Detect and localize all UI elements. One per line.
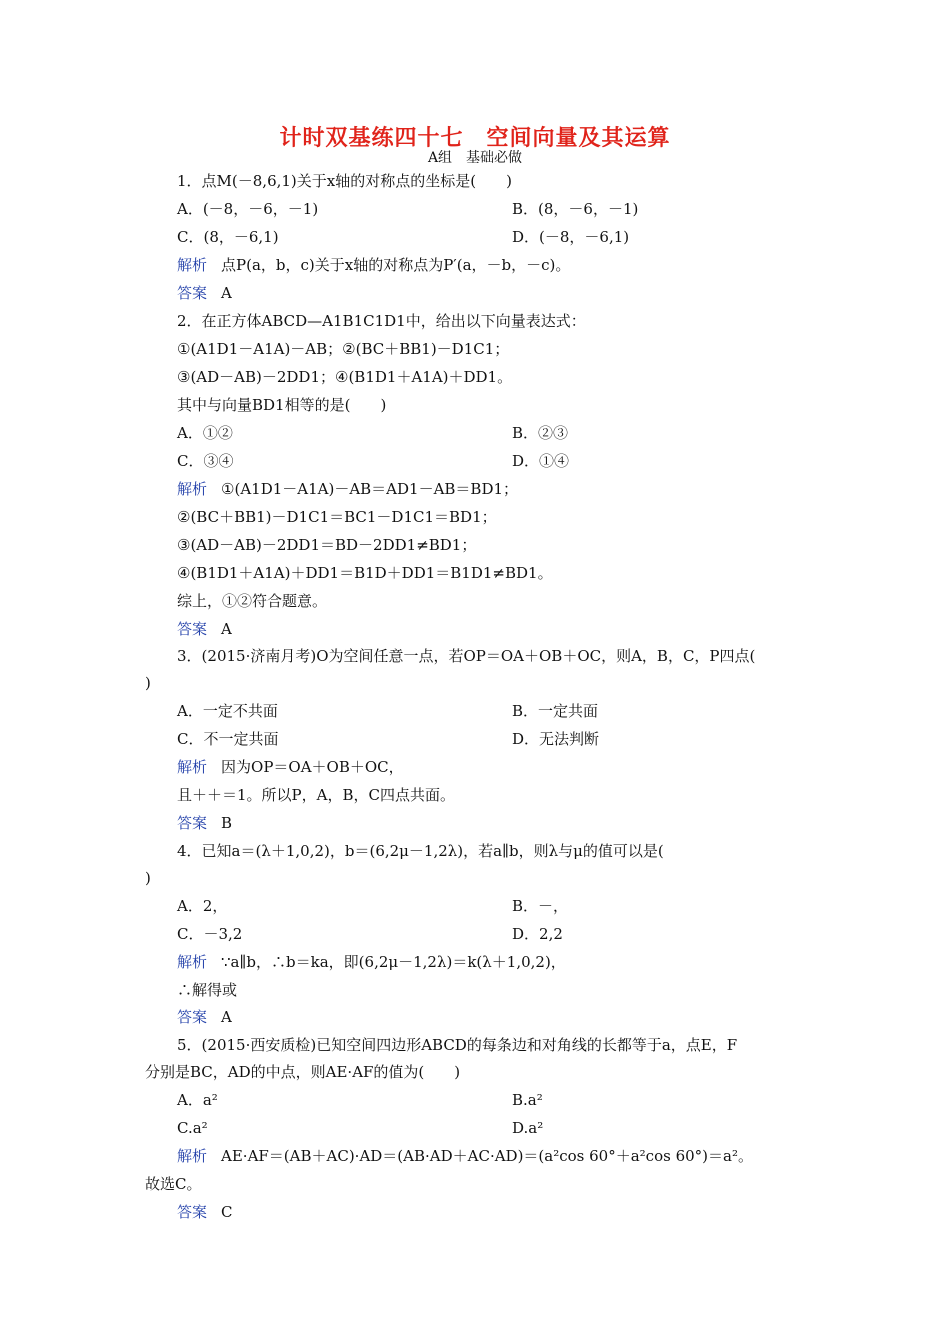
q3-stem-1: 3．(2015·济南月考)O为空间任意一点，若OP＝OA＋OB＋OC，则A，B，C，P四点( — [177, 647, 756, 665]
q2-answer — [177, 618, 232, 640]
q1-stem: 1．点M(－8,6,1)关于x轴的对称点的坐标是( ) — [177, 172, 512, 190]
q4-answer — [177, 1006, 232, 1028]
q1-option-b: B．(8，－6，－1) — [512, 200, 639, 218]
q2-analysis-text-2: ②(BC＋BB1)－D1C1＝BC1－D1C1＝BD1； — [177, 508, 497, 526]
answer-label: 答案 — [177, 1203, 208, 1221]
q5-option-a: A．a² — [177, 1091, 218, 1109]
q3-answer — [177, 812, 232, 834]
q2-analysis-text-5: 综上，①②符合题意。 — [177, 592, 328, 610]
q1-option-d: D．(－8，－6,1) — [512, 228, 630, 246]
q5-option-d: D.a² — [512, 1119, 544, 1137]
section-subtitle: A组 基础必做 — [427, 150, 523, 166]
q1-answer-value: A — [221, 284, 232, 302]
q5-stem-2: 分别是BC，AD的中点，则AE·AF的值为( ) — [145, 1063, 461, 1081]
q5-answer-value: C — [221, 1203, 233, 1221]
q3-analysis — [177, 756, 404, 778]
q4-stem-2: ) — [145, 869, 151, 887]
q4-analysis-text-1: ∵a∥b，∴b＝ka，即(6,2μ－1,2λ)＝k(λ＋1,0,2)， — [221, 953, 566, 971]
q2-stem: 2．在正方体ABCD—A1B1C1D1中，给出以下向量表达式： — [177, 312, 586, 330]
q1-analysis — [177, 254, 570, 276]
q5-analysis — [177, 1145, 753, 1167]
q4-option-a: A．2， — [177, 897, 228, 915]
q2-analysis-text-4: ④(B1D1＋A1A)＋DD1＝B1D＋DD1＝B1D1≠BD1。 — [177, 564, 553, 582]
q4-answer-value: A — [221, 1008, 232, 1026]
analysis-label: 解析 — [177, 480, 208, 498]
q2-option-c: C．③④ — [177, 452, 234, 470]
q2-ask: 其中与向量BD1相等的是( ) — [177, 396, 387, 414]
answer-label: 答案 — [177, 814, 208, 832]
q4-option-b: B．－， — [512, 897, 569, 915]
q2-expression-2: ③(AD－AB)－2DD1；④(B1D1＋A1A)＋DD1。 — [177, 368, 513, 386]
q3-option-c: C．不一定共面 — [177, 730, 279, 748]
q1-option-c: C．(8，－6,1) — [177, 228, 279, 246]
analysis-label: 解析 — [177, 1147, 208, 1165]
q1-answer — [177, 282, 232, 304]
q4-stem-1: 4．已知a＝(λ＋1,0,2)，b＝(6,2μ－1,2λ)，若a∥b，则λ与μ的值可以是( — [177, 842, 664, 860]
q2-analysis-text-3: ③(AD－AB)－2DD1＝BD－2DD1≠BD1； — [177, 536, 477, 554]
q5-analysis-text-2: 故选C。 — [145, 1175, 202, 1193]
analysis-label: 解析 — [177, 256, 208, 274]
q2-option-d: D．①④ — [512, 452, 570, 470]
q5-answer — [177, 1201, 233, 1223]
answer-label: 答案 — [177, 1008, 208, 1026]
q3-stem-2: ) — [145, 674, 151, 692]
q5-option-b: B.a² — [512, 1091, 543, 1109]
q1-analysis-text: 点P(a，b，c)关于x轴的对称点为P′(a，－b，－c)。 — [221, 256, 571, 274]
q4-analysis-text-2: ∴解得或 — [177, 981, 238, 999]
q4-analysis — [177, 951, 566, 973]
answer-label: 答案 — [177, 620, 208, 638]
q5-option-c: C.a² — [177, 1119, 208, 1137]
q3-answer-value: B — [221, 814, 233, 832]
page-title: 计时双基练四十七 空间向量及其运算 — [279, 126, 671, 151]
q2-option-b: B．②③ — [512, 424, 569, 442]
q3-option-d: D．无法判断 — [512, 730, 600, 748]
q5-stem-1: 5．(2015·西安质检)已知空间四边形ABCD的每条边和对角线的长都等于a，点E，F — [177, 1036, 738, 1054]
q3-analysis-text-1: 因为OP＝OA＋OB＋OC， — [221, 758, 404, 776]
q4-option-c: C．－3,2 — [177, 925, 243, 943]
q2-expression-1: ①(A1D1－A1A)－AB；②(BC＋BB1)－D1C1； — [177, 340, 510, 358]
analysis-label: 解析 — [177, 758, 208, 776]
q4-option-d: D．2,2 — [512, 925, 563, 943]
q2-analysis-text-1: ①(A1D1－A1A)－AB＝AD1－AB＝BD1； — [221, 480, 519, 498]
q2-analysis — [177, 478, 518, 500]
q2-option-a: A．①② — [177, 424, 233, 442]
q3-option-b: B．一定共面 — [512, 702, 599, 720]
answer-label: 答案 — [177, 284, 208, 302]
q2-answer-value: A — [221, 620, 232, 638]
q1-option-a: A．(－8，－6，－1) — [177, 200, 319, 218]
analysis-label: 解析 — [177, 953, 208, 971]
q5-analysis-text-1: AE·AF＝(AB＋AC)·AD＝(AB·AD＋AC·AD)＝(a²cos 60°＋a²cos 60°)＝a²。 — [221, 1147, 753, 1165]
q3-option-a: A．一定不共面 — [177, 702, 278, 720]
q3-analysis-text-2: 且＋＋＝1。所以P，A，B，C四点共面。 — [177, 786, 455, 804]
